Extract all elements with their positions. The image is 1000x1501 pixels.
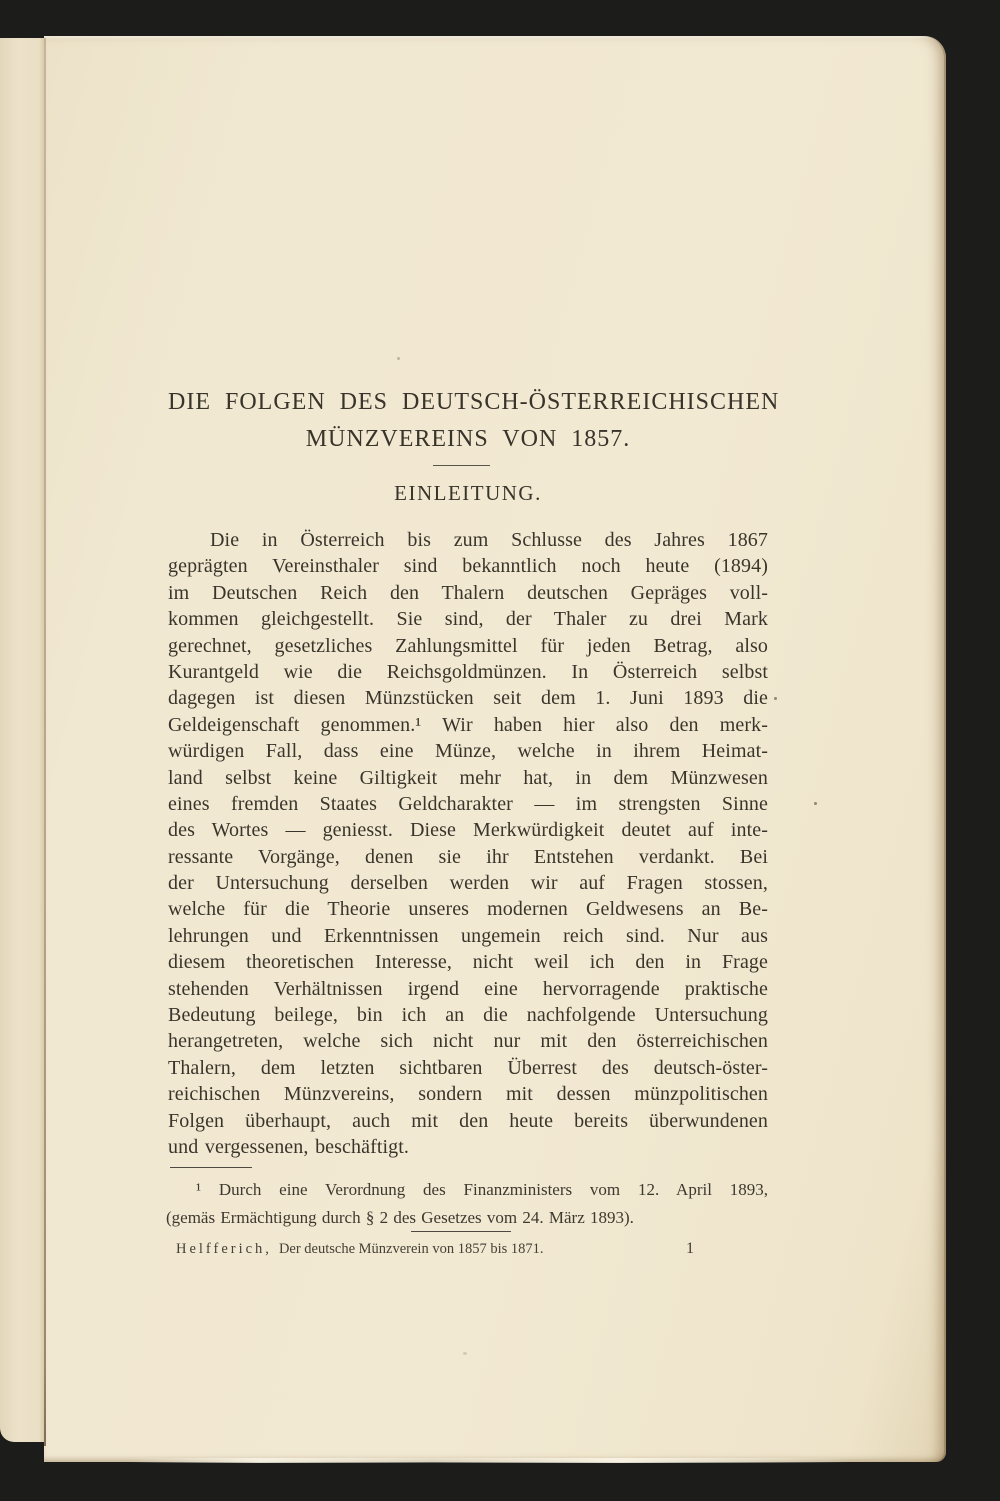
page-content	[166, 0, 780, 1501]
section-end-rule	[411, 1231, 511, 1232]
body-text-line: Thalern, dem letzten sichtbaren Überrest des deutsch-öster-	[168, 1056, 768, 1079]
body-text-line: Kurantgeld wie die Reichsgoldmünzen. In Österreich selbst	[168, 660, 768, 683]
paper-speck	[774, 697, 777, 700]
footnote-separator-rule	[170, 1167, 252, 1168]
body-text-line: diesem theoretischen Interesse, nicht weil ich den in Frage	[168, 951, 768, 974]
body-text-line: ressante Vorgänge, denen sie ihr Entstehen verdankt. Bei	[168, 845, 768, 868]
body-text-line: des Wortes — geniesst. Diese Merkwürdigkeit deutet auf inte-	[168, 819, 768, 842]
footer-book-title: Der deutsche Münzverein von 1857 bis 1871.	[278, 1241, 544, 1257]
body-text-line: herangetreten, welche sich nicht nur mit den österreichischen	[168, 1030, 768, 1053]
body-text-line: gerechnet, gesetzliches Zahlungsmittel für jeden Betrag, also	[168, 634, 768, 657]
body-text-line: reichischen Münzvereins, sondern mit dessen münzpolitischen	[168, 1083, 768, 1106]
page-number: 1	[686, 1240, 694, 1257]
body-text-line: land selbst keine Giltigkeit mehr hat, in dem Münzwesen	[168, 766, 768, 789]
footnote	[166, 1176, 768, 1231]
page-title	[168, 384, 780, 458]
page-title-line-1: DIE FOLGEN DES DEUTSCH-ÖSTERREICHISCHEN	[168, 389, 780, 415]
body-text-line: welche für die Theorie unseres modernen Geldwesens an Be-	[168, 898, 768, 921]
body-paragraph	[168, 527, 768, 1160]
body-text-line: im Deutschen Reich den Thalern deutschen Gepräges voll-	[168, 581, 768, 604]
body-text-line: und vergessenen, beschäftigt.	[168, 1135, 410, 1158]
running-footer	[176, 1241, 544, 1258]
paper-speck	[397, 357, 400, 360]
body-text-line: der Untersuchung derselben werden wir auf Fragen stossen,	[168, 872, 768, 895]
page-footer	[176, 1240, 694, 1258]
title-divider-rule	[433, 465, 490, 466]
body-text-line: würdigen Fall, dass eine Münze, welche in ihrem Heimat-	[168, 740, 768, 763]
body-text-line: Die in Österreich bis zum Schlusse des Jahres 1867	[210, 529, 768, 551]
book-gutter-page-edge	[0, 38, 46, 1442]
page-title-line-2: MÜNZVEREINS VON 1857.	[305, 426, 631, 452]
body-text-line: Geldeigenschaft genommen.¹ Wir haben hier also den merk-	[168, 713, 768, 736]
body-text-line: lehrungen und Erkenntnissen ungemein reich sind. Nur aus	[168, 924, 768, 947]
footer-author-name: Helfferich,	[176, 1241, 272, 1257]
body-text-line: stehenden Verhältnissen irgend eine hervorragende praktische	[168, 977, 768, 1000]
body-text-line: eines fremden Staates Geldcharakter — im strengsten Sinne	[168, 792, 768, 815]
body-text-line: Folgen überhaupt, auch mit den heute bereits überwundenen	[168, 1109, 768, 1132]
footnote-line-2: (gemäs Ermächtigung durch § 2 des Gesetzes vom 24. März 1893).	[166, 1207, 634, 1227]
page-crease	[44, 38, 46, 1446]
body-text-line: kommen gleichgestellt. Sie sind, der Thaler zu drei Mark	[168, 608, 768, 631]
paper-speck	[814, 802, 817, 805]
body-text-line: Bedeutung beilege, bin ich an die nachfolgende Untersuchung	[168, 1004, 768, 1027]
footnote-line-1: ¹ Durch eine Verordnung des Finanzministers vom 12. April 1893,	[196, 1180, 768, 1199]
section-heading: EINLEITUNG.	[394, 481, 542, 505]
body-text-line: dagegen ist diesen Münzstücken seit dem 1. Juni 1893 die	[168, 687, 768, 710]
paper-speck	[463, 1352, 467, 1355]
body-text-line: geprägten Vereinsthaler sind bekanntlich noch heute (1894)	[168, 555, 768, 578]
